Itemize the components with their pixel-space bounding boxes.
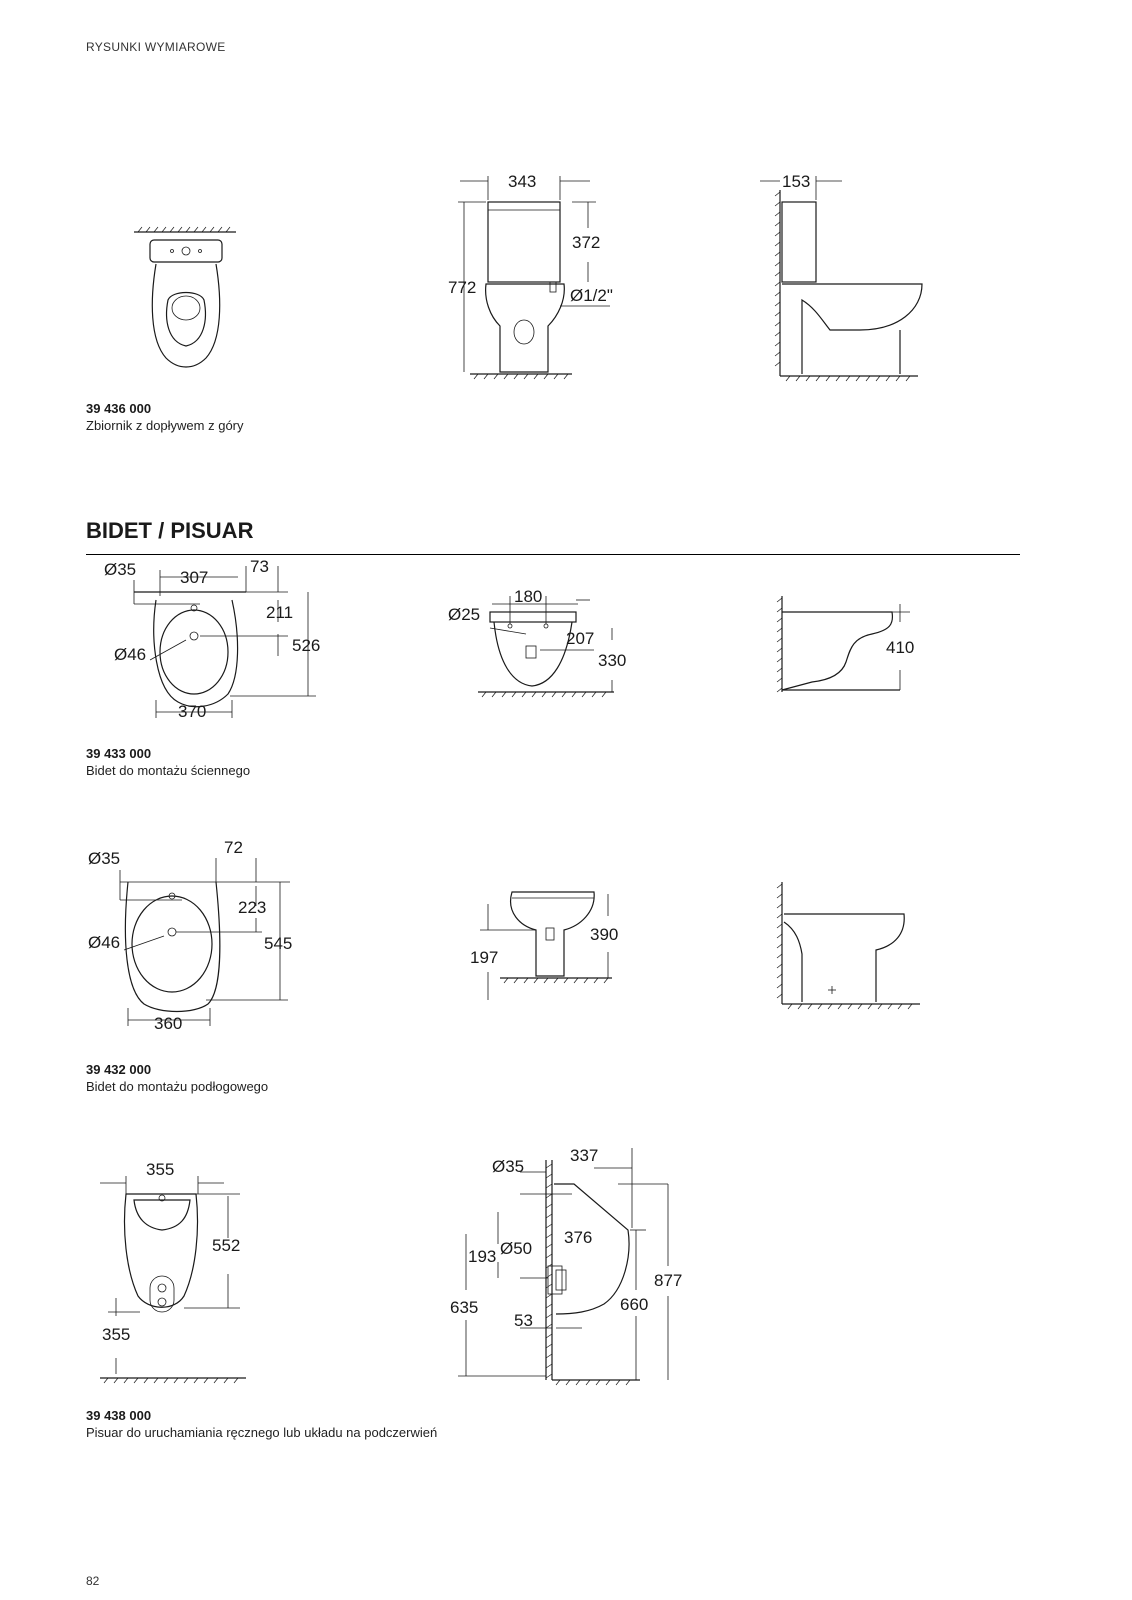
dim-label: 390	[590, 925, 619, 944]
dim-label: 180	[514, 587, 543, 606]
floor-bidet-side-view-drawing	[777, 882, 920, 1009]
section-title: BIDET / PISUAR	[86, 518, 254, 543]
product-code: 39 438 000	[86, 1408, 152, 1423]
toilet-top-view-drawing	[134, 227, 236, 367]
toilet-side-view-drawing	[760, 176, 922, 381]
floor-bidet-front-view-drawing	[480, 892, 612, 1000]
dim-label: 360	[154, 1014, 183, 1033]
dim-label: 370	[178, 702, 207, 721]
dim-label: 355	[146, 1160, 175, 1179]
dim-label: Ø50	[500, 1239, 533, 1258]
dim-label: Ø1/2ʺ	[570, 286, 613, 305]
product-description: Bidet do montażu ściennego	[86, 763, 251, 778]
toilet-front-view-drawing	[458, 176, 610, 379]
product-code: 39 432 000	[86, 1062, 152, 1077]
dim-label: 545	[264, 934, 293, 953]
product-description: Bidet do montażu podłogowego	[86, 1079, 269, 1094]
urinal-side-view-drawing	[458, 1148, 668, 1385]
dim-label: 337	[570, 1146, 599, 1165]
product-description: Pisuar do uruchamiania ręcznego lub układu na podczerwień	[86, 1425, 438, 1440]
dim-label: 193	[468, 1247, 497, 1266]
product-code: 39 436 000	[86, 401, 152, 416]
page-header: RYSUNKI WYMIAROWE	[86, 40, 226, 54]
dim-label: 73	[250, 557, 269, 576]
page-number: 82	[86, 1574, 100, 1588]
dim-label: 307	[180, 568, 209, 587]
product-description: Zbiornik z dopływem z góry	[86, 418, 244, 433]
dim-label: 197	[470, 948, 499, 967]
dim-label: 372	[572, 233, 601, 252]
dim-label: 772	[448, 278, 477, 297]
dim-label: 211	[266, 603, 294, 622]
dim-label: 410	[886, 638, 915, 657]
dim-label: 526	[292, 636, 321, 655]
wall-bidet-top-view-drawing	[134, 566, 316, 718]
dim-label: Ø46	[114, 645, 147, 664]
urinal-front-view-drawing	[100, 1176, 246, 1383]
product-code: 39 433 000	[86, 746, 152, 761]
dim-label: 153	[782, 172, 811, 191]
dim-label: 552	[212, 1236, 241, 1255]
dim-label: 330	[598, 651, 627, 670]
dim-label: 207	[566, 629, 595, 648]
dim-label: Ø35	[104, 560, 137, 579]
dim-label: Ø25	[448, 605, 481, 624]
dim-label: Ø35	[88, 849, 121, 868]
dim-label: 343	[508, 172, 537, 191]
dim-label: 660	[620, 1295, 649, 1314]
dim-label: 223	[238, 898, 267, 917]
dim-label: Ø35	[492, 1157, 525, 1176]
dim-label: 877	[654, 1271, 683, 1290]
section-divider	[86, 554, 1020, 555]
dim-label: 635	[450, 1298, 479, 1317]
dim-label: 72	[224, 838, 243, 857]
dim-label: 53	[514, 1311, 533, 1330]
dim-label: Ø46	[88, 933, 121, 952]
dim-label: 376	[564, 1228, 593, 1247]
dim-label: 355	[102, 1325, 131, 1344]
